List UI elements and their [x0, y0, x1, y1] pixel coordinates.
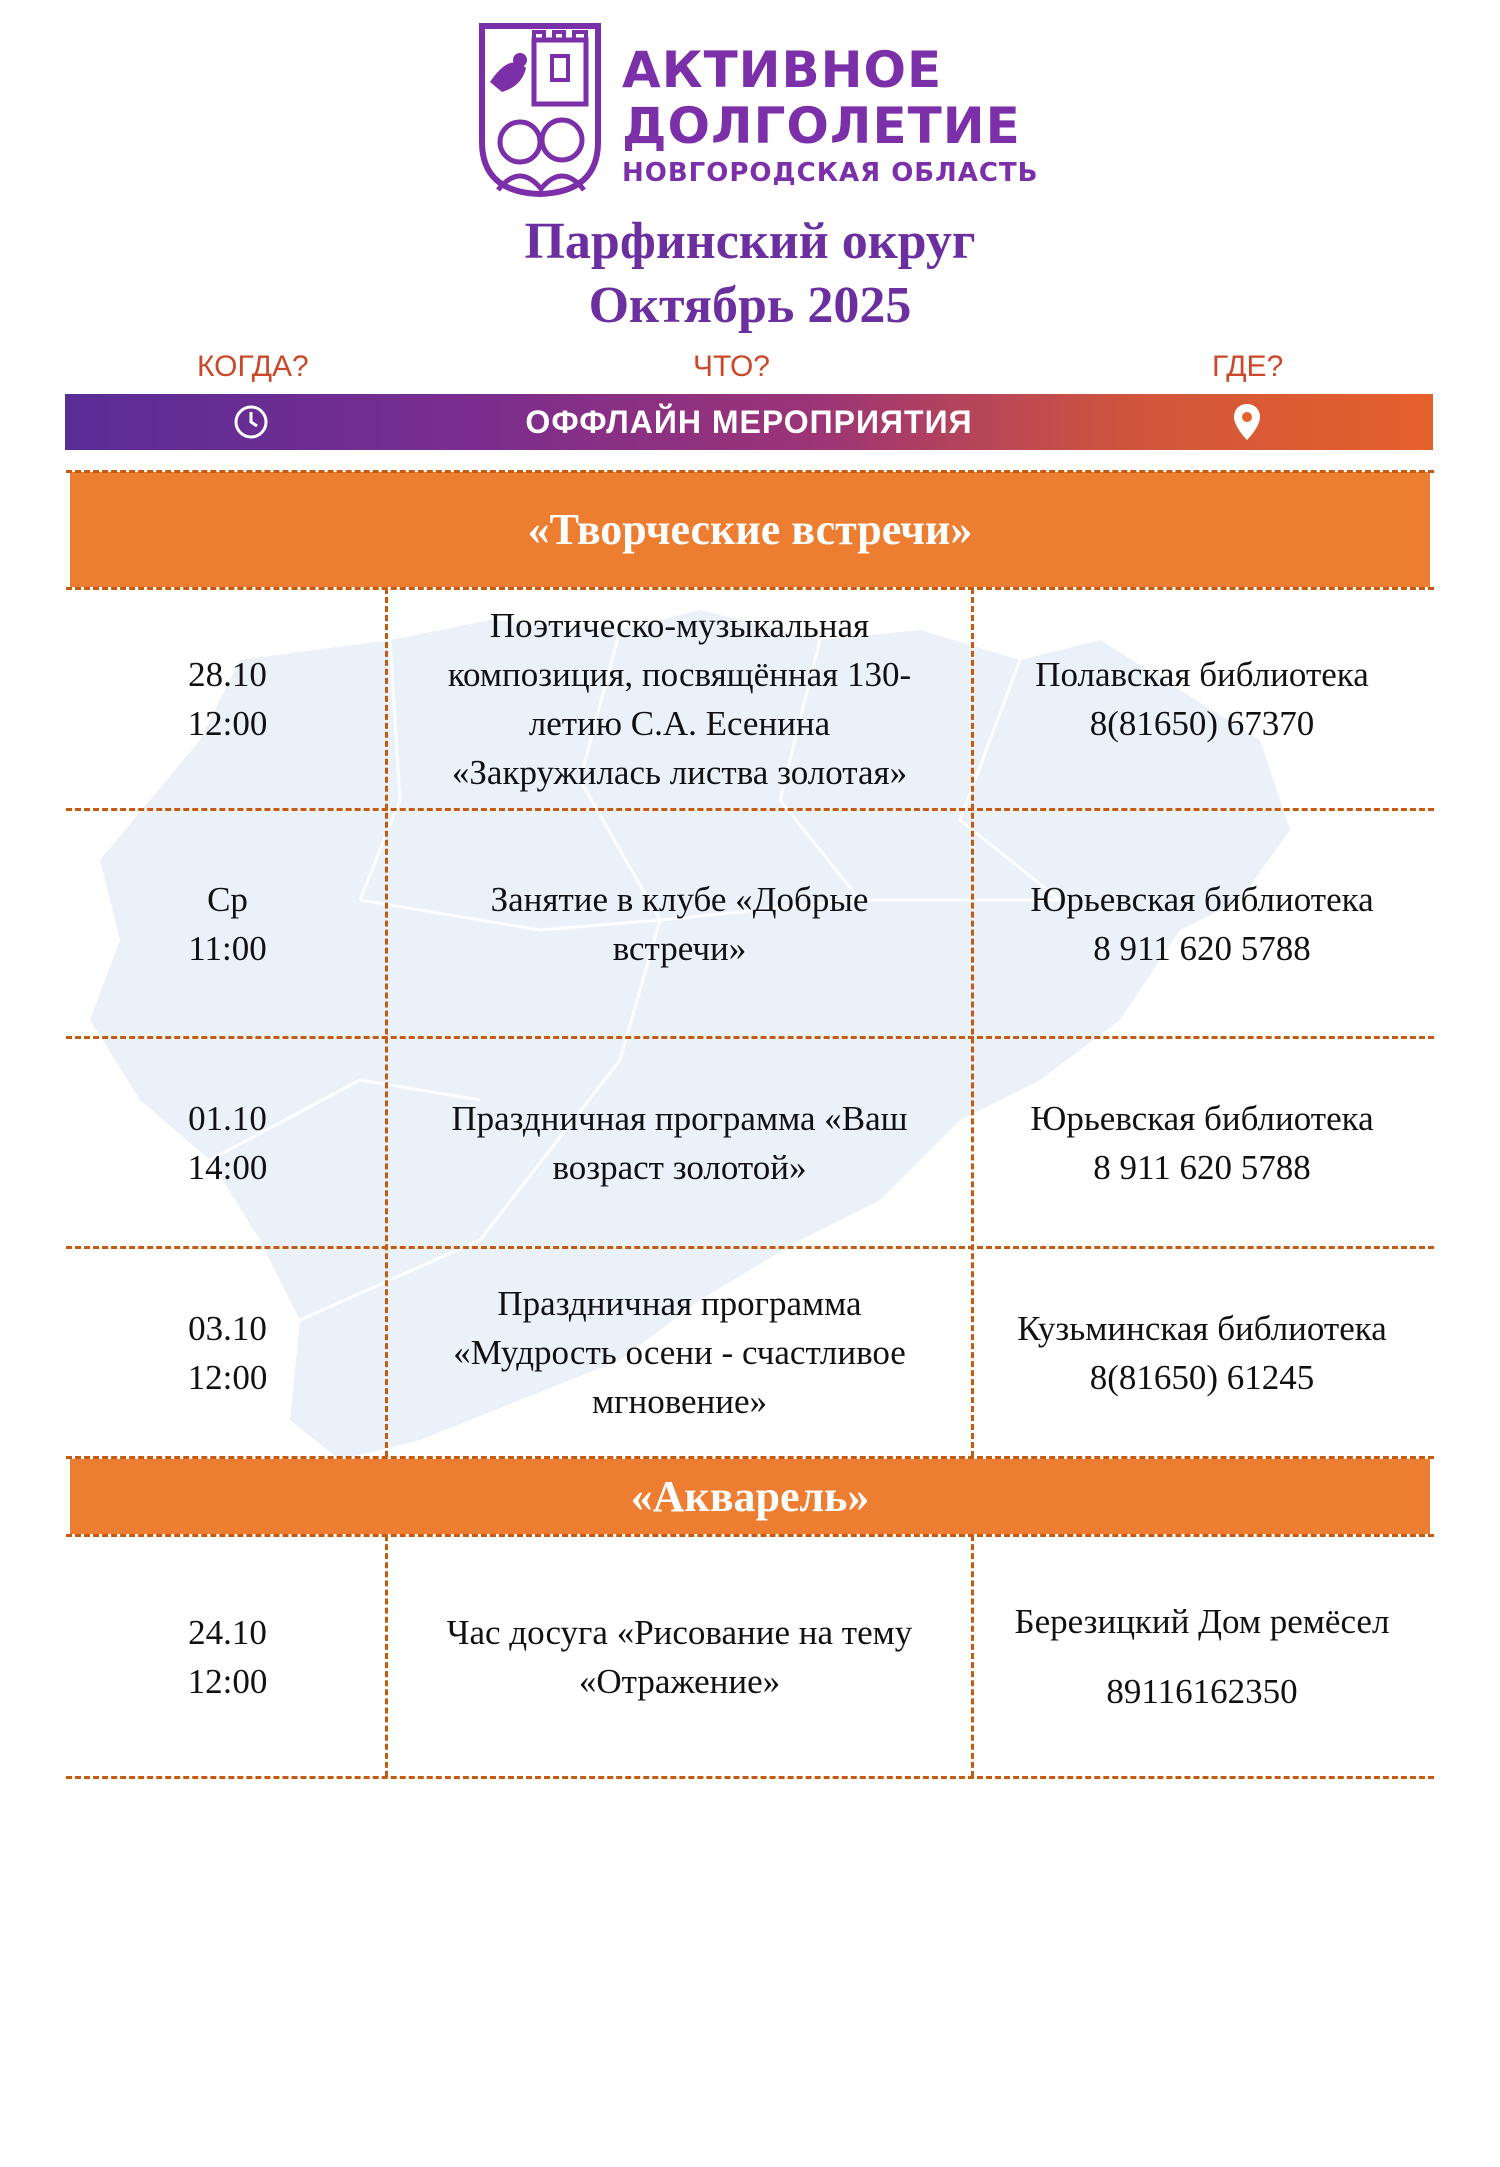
divider	[66, 1776, 1434, 1779]
table-row-date	[70, 1039, 385, 1246]
section-header-watercolor: «Акварель»	[70, 1459, 1430, 1534]
logo-emblem-icon	[476, 22, 604, 198]
location-pin-icon	[1231, 402, 1263, 442]
table-row-event	[388, 811, 971, 1036]
logo-text	[622, 42, 1038, 192]
column-label-when: КОГДА?	[197, 350, 309, 383]
table-row-event	[388, 1039, 971, 1246]
page-title-district: Парфинский округ	[524, 213, 976, 270]
table-row-place	[974, 1249, 1430, 1456]
event-title: Поэтическо-музыкальная композиция, посвящённая 130- летию С.А. Есенина «Закружилась листва золотая»	[447, 606, 912, 792]
event-title: Праздничная программа «Ваш возраст золотой»	[451, 1098, 908, 1187]
table-row-date	[70, 590, 385, 808]
page-title-month: Октябрь 2025	[588, 277, 912, 334]
event-date: 28.10 12:00	[187, 655, 268, 743]
table-row-place	[974, 811, 1430, 1036]
event-title: Занятие в клубе «Добрые встречи»	[490, 879, 869, 968]
table-row-date	[70, 1249, 385, 1456]
column-label-where: ГДЕ?	[1212, 350, 1284, 383]
table-row-event	[388, 590, 971, 808]
event-date: 24.10 12:00	[187, 1612, 268, 1701]
table-row-place	[974, 1537, 1430, 1776]
table-row-date	[70, 1537, 385, 1776]
event-place: Полавская библиотека 8(81650) 67370	[1035, 655, 1369, 743]
table-row-place	[974, 1039, 1430, 1246]
table-row-event	[388, 1249, 971, 1456]
event-place: Юрьевская библиотека 8 911 620 5788	[1030, 879, 1374, 968]
event-place: Кузьминская библиотека 8(81650) 61245	[1017, 1308, 1387, 1397]
event-place: Юрьевская библиотека 8 911 620 5788	[1030, 1098, 1374, 1187]
column-label-what: ЧТО?	[693, 350, 770, 383]
offline-events-banner	[65, 394, 1433, 450]
logo-line-1: АКТИВНОЕ	[622, 41, 943, 99]
divider	[66, 470, 1434, 473]
event-title: Час досуга «Рисование на тему «Отражение»	[446, 1612, 913, 1701]
table-row-place	[974, 590, 1430, 808]
logo-line-3: НОВГОРОДСКАЯ ОБЛАСТЬ	[622, 158, 1039, 188]
event-title: Праздничная программа «Мудрость осени - счастливое мгновение»	[453, 1284, 906, 1421]
event-place: Березицкий Дом ремёсел 89116162350	[1014, 1602, 1390, 1711]
table-row-date	[70, 811, 385, 1036]
logo-line-2: ДОЛГОЛЕТИЕ	[622, 97, 1021, 155]
section-header-creative-meetings: «Творческие встречи»	[70, 472, 1430, 587]
banner-label: ОФФЛАЙН МЕРОПРИЯТИЯ	[525, 404, 973, 440]
table-row-event	[388, 1537, 971, 1776]
event-date: 03.10 12:00	[187, 1308, 268, 1397]
event-date: 01.10 14:00	[187, 1098, 268, 1187]
event-date: Ср 11:00	[188, 879, 267, 968]
